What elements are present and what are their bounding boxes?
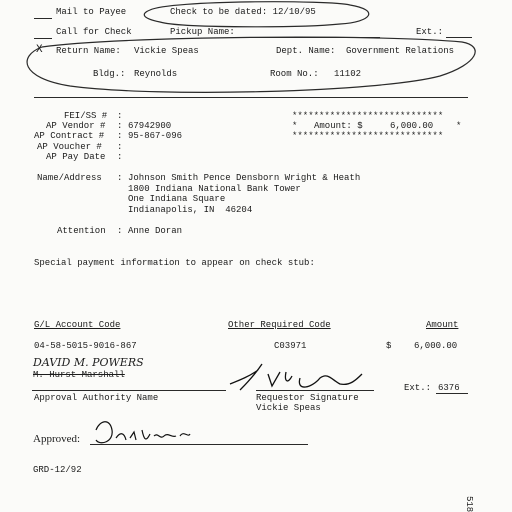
ap-voucher-label: AP Voucher # (37, 142, 102, 152)
ap-voucher-colon: : (117, 142, 123, 152)
requestor-name: Vickie Speas (256, 403, 321, 413)
pickup-name-line (240, 37, 380, 38)
ap-vendor-label: AP Vendor # (46, 121, 106, 131)
return-name-value: Vickie Speas (134, 46, 199, 56)
requestor-ext-label: Ext.: (404, 383, 432, 393)
struck-approver-name: M. Hurst Marshall (33, 370, 125, 380)
return-name-label: Return Name: (56, 46, 121, 56)
mail-to-payee-blank (34, 18, 52, 19)
requestor-signature-scribble (230, 364, 362, 390)
dept-name-value: Government Relations (346, 46, 455, 56)
name-address-colon: : (117, 173, 123, 183)
amount-header: Amount (426, 320, 459, 330)
address-line-4: Indianapolis, IN 46204 (128, 205, 253, 215)
bldg-label: Bldg.: (93, 69, 126, 79)
ap-contract-label: AP Contract # (34, 131, 105, 141)
approval-authority-line (32, 390, 226, 391)
attention-colon: : (117, 226, 123, 236)
table-amount-value: 6,000.00 (414, 341, 458, 351)
requestor-signature-label: Requestor Signature (256, 393, 359, 403)
fei-colon: : (117, 111, 123, 121)
other-code-header: Other Required Code (228, 320, 331, 330)
requestor-signature-line (256, 390, 374, 391)
ap-contract-value: 95-867-096 (128, 131, 183, 141)
approved-signature-line (90, 444, 308, 445)
amount-value: 6,000.00 (390, 121, 434, 131)
gl-account-header: G/L Account Code (34, 320, 121, 330)
handwritten-approver-name: DAVID M. POWERS (33, 356, 144, 369)
ap-vendor-value: 67942900 (128, 121, 172, 131)
approved-signature-scribble (96, 422, 190, 443)
call-for-check-label: Call for Check (56, 27, 132, 37)
star-right: * (456, 121, 462, 131)
stars-top: **************************** (292, 111, 444, 121)
address-line-1: Johnson Smith Pence Densborn Wright & Heath (128, 173, 361, 183)
return-check-mark: X (36, 44, 43, 56)
room-value: 11102 (334, 69, 362, 79)
address-line-3: One Indiana Square (128, 194, 226, 204)
requestor-ext-value: 6376 (438, 383, 460, 393)
gl-account-value: 04-58-5015-9016-867 (34, 341, 137, 351)
room-label: Room No.: (270, 69, 319, 79)
ap-vendor-colon: : (117, 121, 123, 131)
approved-label: Approved: (33, 433, 81, 445)
dept-name-label: Dept. Name: (276, 46, 336, 56)
ext-line (446, 37, 472, 38)
amount-label: Amount: $ (314, 121, 363, 131)
stars-bottom: **************************** (292, 131, 444, 141)
check-date-text: Check to be dated: 12/10/95 (170, 7, 316, 17)
approval-authority-label: Approval Authority Name (34, 393, 159, 403)
attention-label: Attention (57, 226, 106, 236)
other-code-value: C03971 (274, 341, 307, 351)
star-left: * (292, 121, 298, 131)
special-payment-text: Special payment information to appear on check stub: (34, 258, 315, 268)
requestor-ext-line (436, 393, 468, 394)
ap-pay-date-colon: : (117, 152, 123, 162)
attention-value: Anne Doran (128, 226, 183, 236)
page-number: 518 (464, 496, 474, 512)
call-for-check-blank (34, 38, 52, 39)
fei-label: FEI/SS # (64, 111, 108, 121)
form-code: GRD-12/92 (33, 465, 82, 475)
top-divider (34, 97, 468, 98)
ap-contract-colon: : (117, 131, 123, 141)
name-address-label: Name/Address (37, 173, 102, 183)
ext-label: Ext.: (416, 27, 444, 37)
currency-symbol: $ (386, 341, 392, 351)
pickup-name-label: Pickup Name: (170, 27, 235, 37)
bldg-value: Reynolds (134, 69, 178, 79)
ap-pay-date-label: AP Pay Date (46, 152, 106, 162)
address-line-2: 1800 Indiana National Bank Tower (128, 184, 301, 194)
mail-to-payee-label: Mail to Payee (56, 7, 127, 17)
